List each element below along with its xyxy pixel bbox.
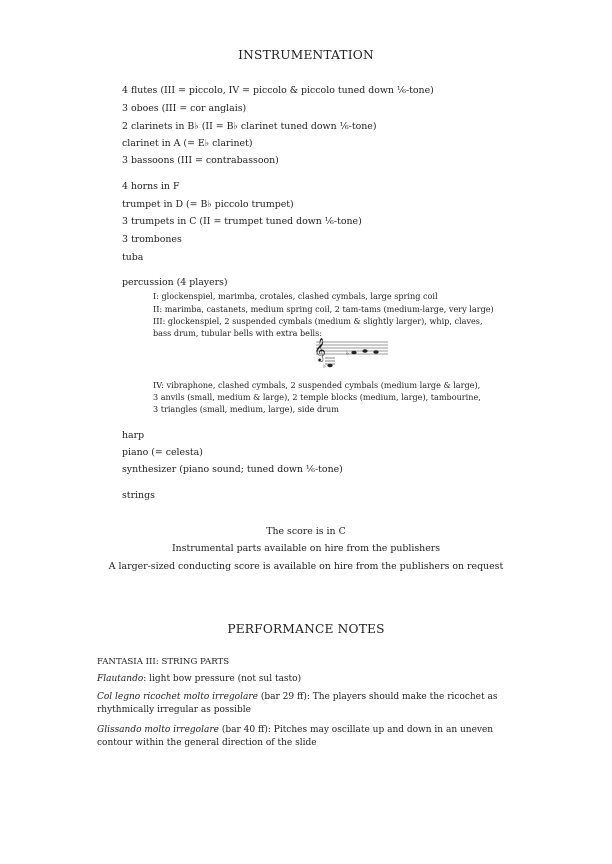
percussion-player-4: IV: vibraphone, clashed cymbals, 2 suspended cymbals (medium large & large),	[153, 380, 481, 390]
svg-text:♭: ♭	[323, 363, 326, 370]
note-term: Flautando	[97, 674, 144, 684]
brass-line: 3 trombones	[122, 234, 182, 245]
note-col-legno	[97, 691, 517, 717]
percussion-player-4-cont: 3 triangles (small, medium, large), side drum	[153, 404, 339, 414]
woodwind-line: 3 oboes (III = cor anglais)	[122, 103, 247, 114]
note-flautando	[97, 674, 301, 684]
treble-clef-icon: 𝄞	[314, 337, 326, 361]
percussion-player-3-cont: bass drum, tubular bells with extra bells:	[153, 328, 323, 338]
instrumentation-title: INSTRUMENTATION	[238, 48, 374, 62]
percussion-player-4-cont: 3 anvils (small, medium & large), 2 temple blocks (medium, large), tambourine,	[153, 392, 481, 402]
piano-line: piano (= celesta)	[122, 447, 203, 458]
percussion-player-1: I: glockenspiel, marimba, crotales, clashed cymbals, large spring coil	[153, 291, 438, 301]
percussion-player-2: II: marimba, castanets, medium spring coil, 2 tam-tams (medium-large, very large)	[153, 304, 494, 314]
note-glissando	[97, 724, 517, 750]
woodwind-line: 3 bassoons (III = contrabassoon)	[122, 155, 279, 166]
harp-line: harp	[122, 430, 145, 441]
woodwind-line: 4 flutes (III = piccolo, IV = piccolo & piccolo tuned down ⅙-tone)	[122, 85, 434, 96]
woodwind-line: 2 clarinets in B♭ (II = B♭ clarinet tuned down ⅙-tone)	[122, 121, 377, 132]
brass-line: 3 trumpets in C (II = trumpet tuned down ⅙-tone)	[122, 216, 362, 227]
note-term: Col legno ricochet molto irregolare	[97, 692, 258, 702]
score-note: Instrumental parts available on hire from the publishers	[171, 543, 441, 554]
svg-text:♭: ♭	[346, 350, 349, 357]
brass-line: 4 horns in F	[122, 181, 180, 192]
score-note: The score is in C	[266, 526, 346, 537]
synthesizer-line: synthesizer (piano sound; tuned down ⅙-tone)	[122, 464, 343, 475]
percussion-player-3: III: glockenspiel, 2 suspended cymbals (medium & slightly larger), whip, claves,	[153, 316, 483, 326]
section-heading: FANTASIA III: STRING PARTS	[97, 657, 230, 667]
percussion-heading: percussion (4 players)	[122, 277, 228, 288]
extra-bells-notation	[308, 328, 390, 370]
note-text: (bar 40 ff): Pitches may oscillate up and down in an uneven contour within the general direction of the slide	[97, 725, 494, 748]
woodwind-line: clarinet in A (= E♭ clarinet)	[122, 138, 253, 149]
note-text: : light bow pressure (not sul tasto)	[143, 674, 302, 684]
strings-line: strings	[122, 490, 155, 501]
brass-line: trumpet in D (= B♭ piccolo trumpet)	[122, 199, 294, 210]
performance-notes-title: PERFORMANCE NOTES	[227, 622, 385, 636]
brass-line: tuba	[122, 252, 144, 263]
score-note: A larger-sized conducting score is available on hire from the publishers on request	[108, 561, 504, 572]
note-text: (bar 29 ff): The players should make the ricochet as rhythmically irregular as possible	[97, 692, 498, 715]
note-term: Glissando molto irregolare	[97, 725, 219, 735]
